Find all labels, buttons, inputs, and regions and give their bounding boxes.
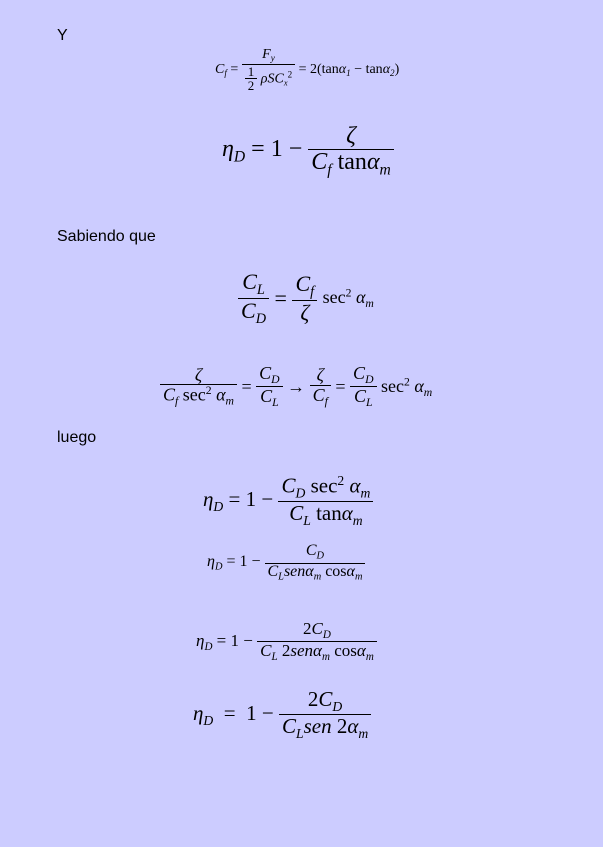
equation-cf-definition: $C_f$ = $F_y$ $\frac{1}{2}$ ρSC$_x^2$ = 2(tanα$_1$ − tanα$_2$)	[215, 47, 400, 94]
equation-eta-sen-2alpha: $\eta_D = 1$ − $\frac{2C_D}{C_Lsen 2\alpha_m}$	[193, 688, 371, 741]
equation-zeta-relation: $\frac{\zeta}{C_f \sec^2 \alpha_m}$ = $\frac{C_D}{C_L}$ → $\frac{\zeta}{C_f}$ = $\frac{C_D}{C_L}$ $\sec^2 \alpha_m$	[160, 364, 432, 410]
label-luego: luego	[57, 429, 97, 446]
equation-eta-sen-cos: $\eta_D = 1$ − $\frac{C_D}{C_Lsen\alpha_m \cos\alpha_m}$	[207, 543, 365, 583]
label-sabiendo-que: Sabiendo que	[57, 228, 156, 245]
equation-eta-sec: $\eta_D = 1$ − $\frac{C_D \sec^2 \alpha_m}{C_L \tan\alpha_m}$	[203, 474, 373, 528]
label-y: Y	[57, 27, 68, 44]
equation-eta-zeta: $\eta_D = 1$ − $\frac{\zeta}{C_f \tan\alpha_m}$	[222, 124, 394, 179]
equation-lift-drag-ratio: $\frac{C_L}{C_D}$ = $\frac{C_f}{\zeta}$ $\sec^2 \alpha_m$	[238, 270, 374, 327]
equation-eta-2sen-cos: $\eta_D = 1$ − $\frac{2C_D}{C_L 2sen\alpha_m \cos\alpha_m}$	[196, 620, 377, 664]
